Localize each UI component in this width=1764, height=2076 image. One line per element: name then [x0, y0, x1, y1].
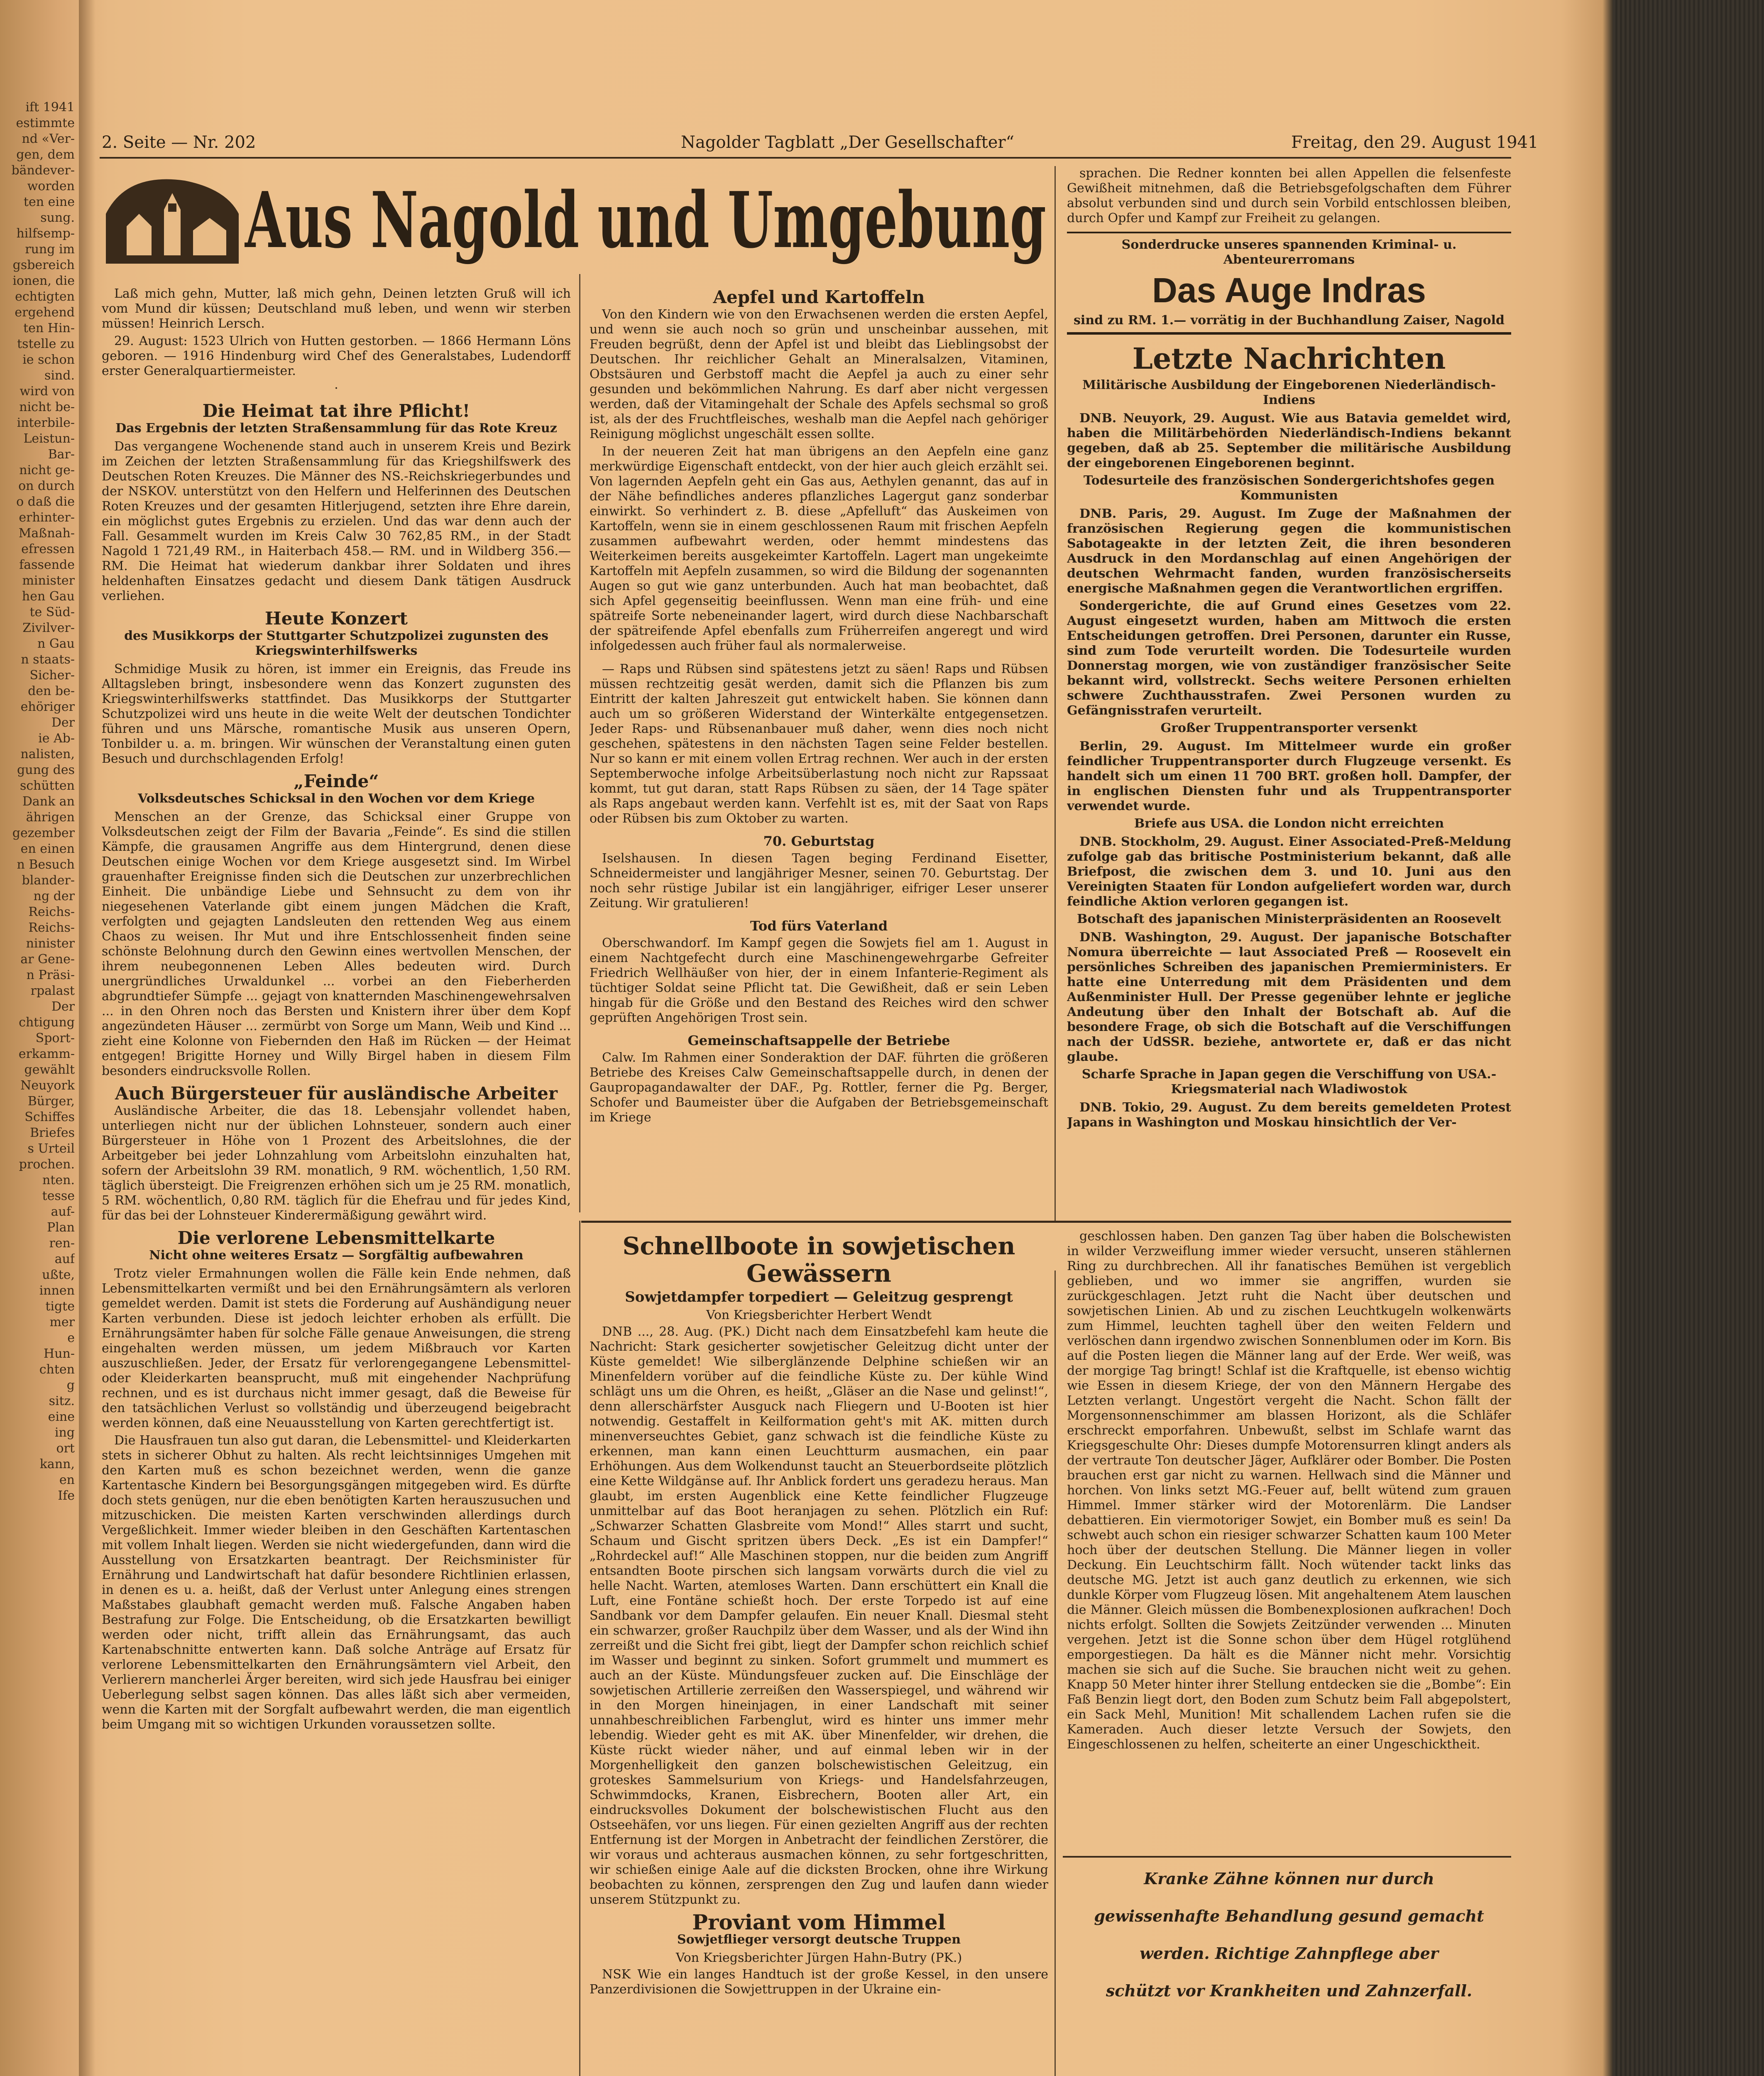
bottom-article-title: Schnellboote in sowjetischen Gewässern — [622, 1232, 1015, 1288]
article-subtitle: des Musikkorps der Stuttgarter Schutzpolizei zugunsten des Kriegswinterhilfswerks — [124, 629, 548, 658]
article-title: Auch Bürgersteuer für ausländische Arbeiter — [115, 1083, 558, 1104]
news-subtitle: Botschaft des japanischen Ministerpräsidenten an Roosevelt — [1077, 912, 1501, 926]
previous-page-fragment: tstelle zu — [17, 337, 75, 351]
previous-page-fragment: ußte, — [42, 1268, 75, 1282]
article-body: In der neueren Zeit hat man übrigens an den Aepfeln eine ganz merkwürdige Eigenschaft entdeckt, von der hier auch gleich erzählt sei. Von lagernden Aepfeln geht ein Gas aus, Aethylen genannt, das auf in der Nähe befindliches anderes pflanzliches Lagergut ganz sonderbar einwirkt. So verhindert z. B. diese „Apfelluft“ das Auskeimen von Kartoffeln, wenn sie in einem geschlossenen Raum mit frischen Aepfeln zusammen aufbewahrt werden, oder hemmt mindestens das Weiterkeimen bereits ausgekeimter Kartoffeln. Lagert man ungekeimte Kartoffeln mit Aepfeln zusammen, so wird die Bildung der sogenannten Augen so gut wie ganz unterbunden. Auch hat man beobachtet, daß sich Apfel gegenseitig beeinflussen. Wenn man eine früh- und eine spätreife Sorte nebeneinander lagert, wird durch diese Nachbarschaft der spätreifende Apfel ebenfalls zum Früherreifen angeregt und wird infolgedessen auch früher faul als normalerweise. — [590, 444, 1048, 653]
previous-page-fragment: sung. — [40, 211, 75, 225]
previous-page-fragment: gung des — [17, 763, 75, 777]
town-view-icon — [106, 179, 239, 264]
previous-page-fragment: ift 1941 — [25, 100, 75, 115]
calendar-dates: 29. August: 1523 Ulrich von Hutten gestorben. — 1866 Hermann Löns geboren. — 1916 Hindenburg wird Chef des Generalstabes, Ludendorff erster Generalquartiermeister. — [102, 334, 571, 378]
column-rule-4 — [1054, 1271, 1056, 2076]
article-body: Calw. Im Rahmen einer Sonderaktion der DAF. führten die größeren Betriebe des Kreises Calw Gemeinschaftsappelle durch, in denen der Gaupropagandawalter der DAF., Pg. Rottler, ferner die Pg. Berger, Schofer und Baumeister über die Aufgaben der Betriebsgemeinschaft im Kriege — [590, 1050, 1048, 1125]
previous-page-fragment: ren- — [49, 1236, 75, 1251]
article-body: Oberschwandorf. Im Kampf gegen die Sowjets fiel am 1. August in einem Nachtgefecht durch eine Maschinengewehrgarbe Gefreiter Friedrich Wellhäußer von hier, der in einem Infanterie-Regiment als tüchtiger Soldat seine Pflicht tat. Die Gewißheit, daß er sein Leben hingab für die Größe und den Bestand des Reiches wird den schwer geprüften Angehörigen Trost sein. — [590, 936, 1048, 1025]
article-title: Aepfel und Kartoffeln — [713, 287, 925, 307]
book-ad-title: Das Auge Indras — [1152, 271, 1426, 310]
article-title: Tod fürs Vaterland — [750, 918, 888, 934]
previous-page-fragment: ort — [56, 1441, 75, 1456]
article-body: Ausländische Arbeiter, die das 18. Lebensjahr vollendet haben, unterliegen nicht nur der üblichen Lohnsteuer, sondern auch einer Bürgersteuer in Höhe von 1 Prozent des Arbeitslohnes, die der Arbeitgeber bei jeder Lohnzahlung vom Arbeitslohn einzuhalten hat, sofern der Arbeitslohn 39 RM. monatlich, 9 RM. wöchentlich, 1,50 RM. täglich übersteigt. Die Freigrenzen erhöhen sich um je 25 RM. monatlich, 5 RM. wöchentlich, 0,80 RM. täglich für die Ehefrau und für jedes Kind, für das bei der Lohnsteuer Kinderermäßigung gewährt wird. — [102, 1104, 571, 1223]
dental-ad-line: gewissenhafte Behandlung gesund gemacht — [1094, 1907, 1484, 1925]
previous-page-fragment: Zivilver- — [22, 621, 75, 635]
previous-page-fragment: Ife — [58, 1488, 75, 1503]
previous-page-fragment: hilfsemp- — [16, 226, 75, 241]
previous-page-fragment: Reichs- — [28, 905, 75, 919]
previous-page-fragment: Neuyork — [20, 1078, 75, 1093]
previous-page-fragment: ährigen — [26, 810, 75, 825]
column-rule-2 — [1054, 166, 1056, 1221]
previous-page-fragment: gen, dem — [16, 147, 75, 162]
previous-page-fragment: fassende — [19, 558, 75, 572]
previous-page-fragment: o daß die — [16, 495, 75, 509]
news-subtitle: Großer Truppentransporter versenkt — [1160, 721, 1418, 735]
book-ad-availability: sind zu RM. 1.— vorrätig in der Buchhandlung Zaiser, Nagold — [1074, 313, 1505, 328]
news-body: Sondergerichte, die auf Grund eines Gesetzes vom 22. August eingesetzt wurden, haben am Mittwoch die ersten Entscheidungen getroffen. Drei Personen, darunter ein Russe, sind zum Tode verurteilt worden. Die Todesurteile wurden Donnerstag morgen, wie von zuständiger französischer Seite bekannt wird, vollstreckt. Sechs weitere Personen erhielten schwere Zuchthausstrafen. Zwei Personen wurden zu Gefängnisstrafen verurteilt. — [1067, 599, 1511, 718]
proviant-title: Proviant vom Himmel — [692, 1910, 946, 1934]
previous-page-fragment: g — [66, 1378, 75, 1393]
previous-page-fragment: kann, — [39, 1457, 75, 1471]
newspaper-name: Nagolder Tagblatt „Der Gesellschafter“ — [681, 133, 1014, 152]
previous-page-fragment: nalisten, — [20, 747, 75, 761]
previous-page-fragment: ten Hin- — [23, 321, 75, 335]
previous-page-fragment: ergehend — [15, 305, 75, 320]
dental-ad-line: Kranke Zähne können nur durch — [1144, 1869, 1434, 1888]
previous-page-fragment: prochen. — [19, 1157, 75, 1172]
previous-page-fragment: chten — [39, 1362, 75, 1377]
dental-ad-line: werden. Richtige Zahnpflege aber — [1140, 1944, 1439, 1963]
article-title: Die Heimat tat ihre Pflicht! — [202, 401, 470, 421]
previous-page-fragment: sitz. — [49, 1394, 75, 1408]
news-subtitle: Briefe aus USA. die London nicht erreichten — [1134, 816, 1444, 831]
previous-page-fragment: Leistun- — [23, 431, 75, 446]
news-body: DNB. Stockholm, 29. August. Einer Associated-Preß-Meldung zufolge gab das britische Postministerium bekannt, daß alle Briefpost, die zwischen dem 3. und 10. Juni aus den Vereinigten Staaten für London aufgeliefert worden war, durch feindliche Aktion verloren gegangen ist. — [1067, 835, 1511, 909]
previous-page-fragment: schütten — [20, 778, 75, 793]
previous-page-fragment: nd «Ver- — [22, 132, 75, 146]
previous-page-fragment: erkamm- — [18, 1047, 75, 1061]
news-subtitle: Todesurteile des französischen Sondergerichtshofes gegen Kommunisten — [1083, 473, 1495, 503]
previous-page-fragment: Sport- — [35, 1031, 75, 1045]
bottom-article-left — [590, 1225, 1048, 2076]
bottom-section-rule — [581, 1221, 1511, 1223]
previous-page-fragment: Schiffes — [24, 1110, 75, 1124]
previous-page-fragment: Reichs- — [28, 920, 75, 935]
previous-page-fragment: ing — [54, 1425, 75, 1440]
book-ad-intro: Sonderdrucke unseres spannenden Kriminal- u. Abenteurerromans — [1121, 237, 1457, 267]
article-body: Iselshausen. In diesen Tagen beging Ferdinand Eisetter, Schneidermeister und langjähriger Mesner, seinen 70. Geburtstag. Der noch sehr rüstige Jubilar ist ein langjähriger, eifriger Leser unserer Zeitung. Wir gratulieren! — [590, 851, 1048, 911]
previous-page-fragment: echtigten — [15, 289, 75, 304]
section-title: Aus Nagold und Umgebung — [244, 175, 1046, 265]
previous-page-fragment: en einen — [20, 842, 75, 856]
previous-page-fragment: rung im — [25, 242, 75, 257]
previous-page-fragment: rpalast — [30, 984, 75, 998]
column-rule-1 — [579, 274, 580, 1212]
previous-page-fragment: nicht be- — [19, 400, 75, 414]
bottom-article-body: DNB ..., 28. Aug. (PK.) Dicht nach dem Einsatzbefehl kam heute die Nachricht: Stark gesicherter sowjetischer Geleitzug dicht unter der Küste gemeldet! Wie silberglänzende Delphine schießen wir an Minenfeldern vorüber auf die feindliche Küste zu. Der kühle Wind schlägt uns um die Ohren, es heißt, „Gläser an die Nase und gelinst!“, denn allerschärfster Ausguck nach Fliegern und U-Booten ist hier notwendig. Gestaffelt in Keilformation geht's mit AK. mitten durch minenverseuchtes Gebiet, ganz schwach ist die feindliche Küste zu erkennen, man kann einen Leuchtturm ausmachen, ein paar Erhöhungen. Aus dem Wolkendunst taucht an Steuerbordseite plötzlich eine Kette Wildgänse auf. Ihr Anblick fordert uns geradezu heraus. Man glaubt, im ersten Augenblick eine Kette feindlicher Flugzeuge unmittelbar auf das Boot heranjagen zu sehen. Plötzlich ein Ruf: „Schwarzer Schatten Glasbreite vom Mond!“ Alles starrt und sucht, Schaum und Gischt spritzen übers Deck. „Es ist ein Dampfer!“ „Rohrdeckel auf!“ Alle Maschinen stoppen, nur die beiden zum Angriff entsandten Boote pirschen sich langsam vorwärts durch die viel zu helle Nacht. Warten, atemloses Warten. Dann erschüttert ein Knall die Luft, eine Fontäne schießt hoch. Der erste Torpedo ist auf eine Sandbank vor dem Dampfer gelaufen. Ein neuer Knall. Diesmal steht ein schwarzer, großer Rauchpilz über dem Wasser, und als der Wind ihn zerreißt und die Sicht frei gibt, liegt der Dampfer schon reichlich schief im Wasser und beginnt zu sinken. Sofort grummelt und mummert es auch an der Küste. Mündungsfeuer zucken auf. Die Einschläge der sowjetischen Artillerie zerreißen den Wasserspiegel, und während wir in den Morgen hineinjagen, in einer Landschaft mit seiner unnahbeschreiblichen Farbenglut, wird es hinter uns immer mehr lebendig. Wieder geht es mit AK. über Minenfelder, wir drehen, die Küste rückt wieder näher, und auf einmal leben wir in der Morgenhelligkeit den ganzen bolschewistischen Geleitzug, ein groteskes Sammelsurium von Kriegs- und Handelsfahrzeugen, Schwimmdocks, Kranen, Eisbrechern, Booten aller Art, ein eindrucksvolles Dokument der bolschewistischen Flucht aus den Ostseehäfen, vor uns liegen. Für einen gezielten Angriff aus der rechten Entfernung ist der Morgen in Anbetracht der feindlichen Zerstörer, die wir voraus und achteraus ausmachen können, zu sehr fortgeschritten, wir schießen einige Aale auf die dicksten Brocken, ohne ihre Wirkung beobachten zu können, zersprengen den Zug und laufen dann wieder unserem Stützpunkt zu. — [590, 1324, 1048, 1907]
previous-page-fragment: n staats- — [21, 652, 75, 667]
previous-page-fragment: en — [59, 1473, 75, 1487]
article-title: Heute Konzert — [265, 608, 408, 629]
previous-page-fragment: minister — [22, 573, 75, 588]
previous-page-fragment: ar Gene- — [20, 952, 75, 967]
previous-page-fragment: gezember — [12, 826, 75, 840]
header-rule — [100, 157, 1511, 159]
previous-page-fragment: mer — [49, 1315, 75, 1329]
previous-page-fragment: s Urteil — [27, 1141, 75, 1156]
previous-page-fragment: ninister — [26, 936, 75, 951]
news-subtitle: Scharfe Sprache in Japan gegen die Verschiffung von USA.-Kriegsmaterial nach Wladiwostok — [1081, 1067, 1497, 1097]
article-continuation: sprachen. Die Redner konnten bei allen Appellen die felsenfeste Gewißheit mitnehmen, daß die Betriebsgefolgschaften dem Führer absolut verbunden sind und durch sein Vorbild entschlossen bleiben, durch Opfer und Kampf zur Freiheit zu gelangen. — [1067, 166, 1511, 225]
previous-page-fragment: Der — [51, 715, 75, 730]
previous-page-fragment: te Süd- — [29, 605, 75, 619]
proviant-subtitle: Sowjetflieger versorgt deutsche Truppen — [677, 1932, 961, 1947]
previous-page-fragment: interbile- — [17, 416, 75, 430]
previous-page-fragment: tesse — [42, 1189, 75, 1203]
previous-page-fragment: Der — [51, 999, 75, 1014]
previous-page-fragment: ie Ab- — [38, 731, 75, 746]
previous-page-fragment: nten. — [42, 1173, 75, 1187]
news-body: DNB. Paris, 29. August. Im Zuge der Maßnahmen der französischen Regierung gegen die kommunistischen Sabotageakte in der letzten Zeit, die ihren besonderen Ausdruck in den Mordanschlag auf einen Angehörigen der deutschen Wehrmacht fanden, wurden französischerseits energische Maßnahmen gegen die Verantwortlichen ergriffen. — [1067, 507, 1511, 596]
previous-page-fragment: Sicher- — [29, 668, 75, 683]
column-3 — [1067, 166, 1511, 1221]
divider-dot: · — [334, 381, 338, 396]
bottom-article-byline: Von Kriegsberichter Herbert Wendt — [706, 1308, 932, 1322]
previous-page-fragment: bändever- — [11, 163, 75, 178]
previous-page-fragment: innen — [39, 1283, 75, 1298]
binding-spine — [79, 0, 95, 2076]
previous-page-fragment: Plan — [47, 1220, 75, 1235]
article-body: Trotz vieler Ermahnungen wollen die Fälle kein Ende nehmen, daß Lebensmittelkarten vermißt und bei den Ernährungsämtern als verloren gemeldet werden. Damit ist stets die Forderung auf Aushändigung neuer Karten verbunden. Diese ist jedoch leichter erhoben als erfüllt. Die Ernährungsämter haben für solche Fälle genaue Anweisungen, die streng eingehalten werden müssen, um jedem Mißbrauch vor Karten auszuschließen. Jeder, der Ersatz für verlorengegangene Lebensmittel- oder Kleiderkarten beansprucht, muß mit eingehender Nachprüfung rechnen, und es ist durchaus nicht immer gesagt, daß die Beweise für den tatsächlichen Verlust so vollständig und überzeugend beigebracht werden können, daß eine Neuausstellung von Karten gerechtfertigt ist. — [102, 1266, 571, 1430]
news-subtitle: Militärische Ausbildung der Eingeborenen Niederländisch-Indiens — [1082, 378, 1496, 407]
news-body: Berlin, 29. August. Im Mittelmeer wurde ein großer feindlicher Truppentransporter durch Flugzeuge versenkt. Es handelt sich um einen 11 700 BRT. großen holl. Dampfer, der in englischen Diensten fuhr und als Truppentransporter verwendet wurde. — [1067, 739, 1511, 813]
article-body: Schmidige Musik zu hören, ist immer ein Ereignis, das Freude ins Alltagsleben bringt, insbesondere wenn das Konzert zugunsten des Kriegswinterhilfswerks stattfindet. Das Musikkorps der Stuttgarter Schutzpolizei wird uns heute in die weite Welt der deutschen Tondichter führen und uns Märsche, romantische Musik aus unseren Opern, Tonbilder u. a. m. bringen. Wir wünschen der Veranstaltung einen guten Besuch und durchschlagenden Erfolg! — [102, 662, 571, 766]
previous-page-fragment: nicht ge- — [19, 463, 75, 477]
column-rule-3 — [579, 1221, 580, 2076]
bottom-article-right — [1067, 1229, 1511, 1848]
previous-page-fragment: worden — [27, 179, 75, 193]
previous-page-fragment: den be- — [28, 684, 75, 698]
proviant-byline: Von Kriegsberichter Jürgen Hahn-Butry (PK.) — [675, 1951, 962, 1965]
article-body: — Raps und Rübsen sind spätestens jetzt zu säen! Raps und Rübsen müssen rechtzeitig gesät werden, damit sich die Pflanzen bis zum Eintritt der kalten Jahreszeit gut entwickelt haben. Sie können dann auch um so größeren Widerstand der Winterkälte entgegensetzen. Jeder Raps- und Rübsenanbauer muß daher, wenn dies noch nicht geschehen, spätestens in den nächsten Tagen seine Felder bestellen. Nur so kann er mit einem vollen Ertrag rechnen. Wer auch in der ersten Septemberwoche infolge Arbeitsüberlastung noch nicht zur Rapssaat kommt, tut gut daran, statt Raps Rübsen zu säen, der 14 Tage später als Raps angebaut werden kann. Verfehlt ist es, mit der Saat von Raps oder Rübsen bis zum Oktober zu warten. — [590, 662, 1048, 826]
article-title: Die verlorene Lebensmittelkarte — [177, 1228, 495, 1248]
column-1 — [102, 286, 571, 2076]
previous-page-fragment: n Gau — [37, 637, 75, 651]
previous-page-fragment: tigte — [45, 1299, 75, 1314]
previous-page-fragment: hen Gau — [22, 589, 75, 604]
previous-page-fragment: chtigung — [19, 1015, 75, 1030]
previous-page-fragment: Hun- — [44, 1346, 75, 1361]
previous-page-fragment: eine — [48, 1410, 75, 1424]
dental-ad-line: schützt vor Krankheiten und Zahnzerfall. — [1106, 1981, 1473, 2000]
issue-date: Freitag, den 29. August 1941 — [1291, 133, 1539, 152]
previous-page-fragment: Dank an — [22, 794, 75, 809]
previous-page-fragment: Briefes — [30, 1126, 75, 1140]
news-body: DNB. Tokio, 29. August. Zu dem bereits gemeldeten Protest Japans in Washington und Moskau hinsichtlich der Ver- — [1067, 1100, 1511, 1130]
previous-page-fragment: on durch — [18, 479, 75, 493]
dental-ad-slogan — [1067, 1860, 1511, 2010]
book-ad — [1067, 232, 1511, 335]
news-body: DNB. Washington, 29. August. Der japanische Botschafter Nomura überreichte — laut Associated Preß — Roosevelt ein persönliches Schreiben des japanischen Premierministers. Er hatte eine Unterredung mit dem Präsidenten und dem Außenminister Hull. Der Presse gegenüber lehnte er jegliche Andeutung über den Inhalt der Botschaft ab. Auf die besondere Frage, ob sich die Botschaft auf die Verschiffungen nach der UdSSR. beziehe, antwortete er, daß er das nicht glaube. — [1067, 930, 1511, 1064]
previous-page-fragment: gsbereich — [12, 258, 75, 272]
news-body: DNB. Neuyork, 29. August. Wie aus Batavia gemeldet wird, haben die Militärbehörden Niederländisch-Indiens bekannt gegeben, daß ab 25. September die militärische Ausbildung der eingeborenen Eingeborenen beginnt. — [1067, 411, 1511, 470]
motto: Laß mich gehn, Mutter, laß mich gehn, Deinen letzten Gruß will ich vom Mund dir küssen; Deutschland muß leben, und wenn wir sterben müssen! Heinrich Lersch. — [102, 286, 571, 331]
bottom-article-subtitle: Sowjetdampfer torpediert — Geleitzug gesprengt — [625, 1289, 1013, 1305]
section-title-logo — [102, 164, 1052, 268]
previous-page-fragment: estimmte — [16, 116, 75, 130]
previous-page-fragment: Bar- — [48, 447, 75, 462]
previous-page-fragment: blander- — [22, 873, 75, 888]
article-title: „Feinde“ — [294, 771, 379, 791]
previous-page-fragment: gewählt — [24, 1062, 75, 1077]
previous-page-fragment: erhinter- — [19, 510, 75, 525]
previous-page-fragment: auf- — [51, 1204, 75, 1219]
article-body: Menschen an der Grenze, das Schicksal einer Gruppe von Volksdeutschen zeigt der Film der Bavaria „Feinde“. Es sind die stillen Kämpfe, die grausamen Angriffe aus dem Hintergrund, denen diese Deutschen einige Wochen vor dem Kriege ausgesetzt sind. Im Wirbel grauenhafter Ereignisse finden sich die Deutschen zur unzerbrechlichen Einheit. Die unbändige Liebe und Sehnsucht zu dem von ihr niegesehenen Vaterlande gibt einem jungen Mädchen die Kraft, verfolgten und gejagten Landsleuten den rettenden Weg aus einem Chaos zu weisen. Ihr Mut und ihre Entschlossenheit finden seine schönste Belohnung durch den Gewinn eines wertvollen Menschen, der ihrem neubegonnenen Leben Alles bedeuten wird. Durch unergründliches Urwaldunkel ... vorbei an den Fieberherden abgrundtiefer Sümpfe ... gejagt von knatternden Maschinengewehrsalven ... in den Ohren noch das Bersten und Knistern ihrer über dem Kopf angezündeten Häuser ... zermürbt von Sorge um Mann, Weib und Kind ... zieht eine Kolonne von Fiebernden den Haß im Rücken — der Heimat entgegen! Brigitte Horney und Willy Birgel haben in diesem Film besonders eindrucksvolle Rollen. — [102, 810, 571, 1078]
previous-page-fragment: n Präsi- — [26, 968, 75, 982]
book-edge — [1613, 0, 1764, 2076]
previous-page-fragment: wird von — [20, 384, 75, 399]
previous-page-fragment: ehöriger — [20, 700, 75, 714]
previous-page-fragment: ng der — [33, 889, 75, 903]
article-body: Die Hausfrauen tun also gut daran, die Lebensmittel- und Kleiderkarten stets in sicherer Obhut zu halten. Als recht leichtsinniges Umgehen mit den Karten muß es schon bezeichnet werden, wenn die ganze Kartentasche Kindern bei Besorgungsgängen mitgegeben wird. Es dürfte doch stets genügen, nur die eben benötigten Karten herauszusuchen und mitzuschicken. Die meisten Karten verschwinden allerdings durch Vergeßlichkeit. Immer wieder bleiben in den Geschäften Kartentaschen mit vollem Inhalt liegen. Werden sie nicht wiedergefunden, dann wird die Ausstellung von Ersatzkarten beantragt. Der Reichsminister für Ernährung und Landwirtschaft hat dafür besondere Richtlinien erlassen, in denen es u. a. heißt, daß der Verlust unter Anlegung eines strengen Maßstabes glaubhaft gemacht werden muß. Falsche Angaben haben Bestrafung zur Folge. Die Entscheidung, ob die Ersatzkarten bewilligt werden oder nicht, trifft allein das Ernährungsamt, das auch Kartenabschnitte entwerten kann. Daß solche Anträge auf Ersatz für verlorene Lebensmittelkarten den Ernährungsämtern viel Arbeit, den Verlierern mancherlei Ärger bereiten, wird sich jede Hausfrau bei einiger Ueberlegung selbst sagen können. Das alles läßt sich aber vermeiden, wenn die Karten mit der Sorgfalt aufbewahrt werden, die man eigentlich beim Umgang mit so wichtigen Urkunden voraussetzen sollte. — [102, 1433, 571, 1732]
ad-rule — [1063, 1856, 1511, 1858]
previous-page-fragment: e — [67, 1331, 75, 1345]
article-subtitle: Das Ergebnis der letzten Straßensammlung für das Rote Kreuz — [115, 421, 557, 436]
previous-page-fragment: auf — [54, 1252, 75, 1266]
article-subtitle: Nicht ohne weiteres Ersatz — Sorgfältig aufbewahren — [149, 1248, 524, 1263]
news-section-title: Letzte Nachrichten — [1132, 341, 1446, 376]
previous-page-fragment: efressen — [21, 542, 75, 556]
previous-page-fragment: Bürger, — [27, 1094, 75, 1109]
proviant-body: NSK Wie ein langes Handtuch ist der große Kessel, in den unsere Panzerdivisionen die Sowjettruppen in der Ukraine ein- — [590, 1967, 1048, 1997]
previous-page-fragment: ionen, die — [12, 274, 75, 288]
previous-page-fragment: n Besuch — [17, 857, 75, 872]
previous-page-margin — [0, 100, 75, 2076]
previous-page-fragment: Maßnah- — [18, 526, 75, 541]
column-2 — [590, 282, 1048, 1212]
previous-page-fragment: ie schon — [22, 353, 75, 367]
previous-page-fragment: ten eine — [23, 195, 75, 209]
page-number: 2. Seite — Nr. 202 — [102, 133, 256, 152]
article-subtitle: Volksdeutsches Schicksal in den Wochen vor dem Kriege — [137, 791, 535, 806]
article-body: Das vergangene Wochenende stand auch in unserem Kreis und Bezirk im Zeichen der letzten Straßensammlung für das Kriegshilfswerk des Deutschen Roten Kreuzes. Die Männer des NS.-Reichskriegerbundes und der NSKOV. unterstützt von den Helfern und Helferinnen des Deutschen Roten Kreuzes und der gesamten Hitlerjugend, setzten ihre Ehre darein, ein möglichst gutes Ergebnis zu erzielen. Und das war denn auch der Fall. Gesammelt wurden im Kreis Calw 30 762,85 RM., in der Stadt Nagold 1 721,49 RM., in Haiterbach 458.— RM. und in Wildberg 356.— RM. Die Heimat hat wiederum dankbar ihrer Soldaten und ihres heldenhaften Einsatzes gedacht und diesem Dank tätigen Ausdruck verliehen. — [102, 439, 571, 603]
proviant-continuation: geschlossen haben. Den ganzen Tag über haben die Bolschewisten in wilder Verzweiflung immer wieder versucht, unseren stählernen Ring zu durchbrechen. All ihr fanatisches Bemühen ist vergeblich geblieben, und wo immer sie angriffen, wurden sie zurückgeschlagen. Jetzt ruht die Nacht über deutschen und sowjetischen Linien. Ab und zu zischen Leuchtkugeln wolkenwärts zum Himmel, leuchten taghell über den weiten Feldern und verlöschen dann irgendwo zwischen Sonnenblumen oder im Korn. Bis auf die Posten liegen die Männer lang auf der Erde. Wer weiß, was der morgige Tag bringt! Schlaf ist die Kraftquelle, ist ebenso wichtig wie Essen in diesem Kriege, der von den Männern Hergabe des Letzten verlangt. Ungestört vergeht die Nacht. Schon fällt der Morgensonnenschimmer am blassen Horizont, als die Schläfer erschreckt emporfahren. Unbewußt, selbst im Schlafe warnt das Kriegsgeschulte Ohr: Dieses dumpfe Motorensurren klingt anders als der vertraute Ton deutscher Jäger, Aufklärer oder Bomber. Die Posten brauchen erst gar nicht zu warnen. Hellwach sind die Männer und horchen. Von links setzt MG.-Feuer auf, bellt wütend zum grauen Himmel. Immer stärker wird der Motorenlärm. Die Landser debattieren. Ein viermotoriger Sowjet, ein Bomber muß es sein! Da schwebt auch schon ein riesiger schwarzer Schatten kaum 100 Meter hoch über der deutschen Stellung. Die Männer liegen in voller Deckung. Ein Leuchtschirm fällt. Noch wütender tackt links das deutsche MG. Jetzt ist auch ganz deutlich zu erkennen, wie sich dunkle Körper vom Flugzeug lösen. Mit angehaltenem Atem lauschen die Männer. Gleich müssen die Bombenexplosionen aufkrachen! Doch nichts erfolgt. Sollten die Sowjets Zeitzünder verwenden ... Minuten vergehen. Jetzt ist die Sonne schon über dem Hügel rotglühend emporgestiegen. Da hält es die Männer nicht mehr. Vorsichtig machen sie sich auf die Suche. Sie brauchen nicht weit zu gehen. Knapp 50 Meter hinter ihrer Stellung entdecken sie die „Bombe“: Ein Faß Benzin liegt dort, den Boden zum Schutz beim Fall abgepolstert, ein Sack Mehl, Munition! Mit schallendem Lachen rufen sie die Kameraden. Auch dieser letzte Versuch der Sowjets, den Eingeschlossenen zu helfen, scheiterte an einer Ungeschicktheit. — [1067, 1229, 1511, 1752]
article-title: Gemeinschaftsappelle der Betriebe — [687, 1033, 950, 1048]
article-title: 70. Geburtstag — [763, 833, 875, 849]
article-body: Von den Kindern wie von den Erwachsenen werden die ersten Aepfel, und wenn sie auch noch so grün und unscheinbar aussehen, mit Freuden begrüßt, denn der Apfel ist und bleibt das Lieblingsobst der Deutschen. Ihr reichlicher Gehalt an Mineralsalzen, Vitaminen, Obstsäuren und Gerbstoff macht die Aepfel ja auch zu einer sehr gesunden und bekömmlichen Nahrung. Es darf aber nicht vergessen werden, daß der Vitamingehalt der Schale des Apfels sechsmal so groß ist, als der des Fruchtfleisches, weshalb man die Aepfel nach gehöriger Reinigung möglichst ungeschält essen sollte. — [590, 307, 1048, 441]
previous-page-fragment: sind. — [44, 368, 75, 383]
